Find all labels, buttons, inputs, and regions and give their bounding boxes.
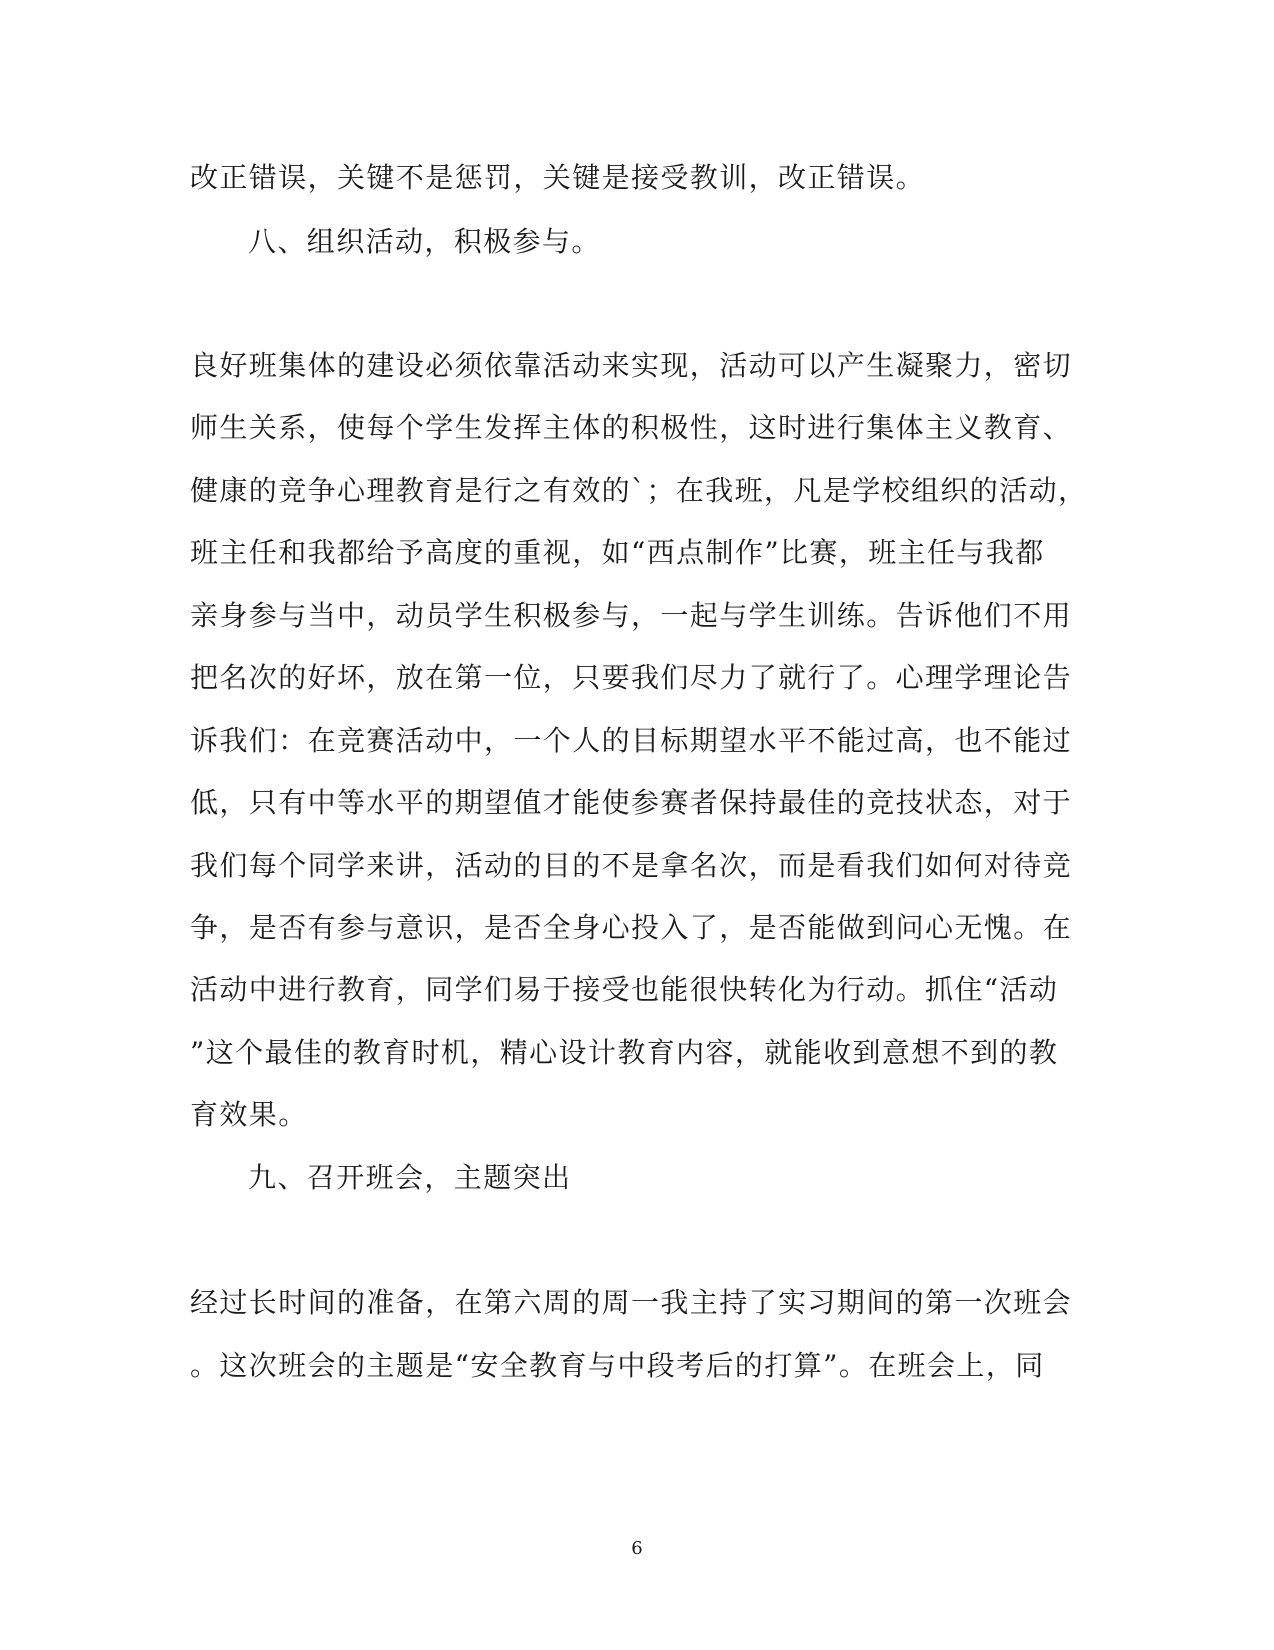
section-heading-8: 八、组织活动，积极参与。 <box>248 225 601 258</box>
section-heading-9: 九、召开班会，主题突出 <box>248 1161 572 1194</box>
text-line: 经过长时间的准备，在第六周的周一我主持了实习期间的第一次班会 <box>190 1286 1073 1319</box>
text-line: 师生关系，使每个学生发挥主体的积极性，这时进行集体主义教育、 <box>190 411 1073 444</box>
text-line: 诉我们：在竞赛活动中，一个人的目标期望水平不能过高，也不能过 <box>190 724 1073 757</box>
text-line: 把名次的好坏，放在第一位，只要我们尽力了就行了。心理学理论告 <box>190 661 1073 694</box>
text-line: 争，是否有参与意识，是否全身心投入了，是否能做到问心无愧。在 <box>190 911 1073 944</box>
text-line: ”这个最佳的教育时机，精心设计教育内容，就能收到意想不到的教 <box>190 1036 1059 1069</box>
text-line: 班主任和我都给予高度的重视，如“西点制作”比赛，班主任与我都 <box>190 536 1045 569</box>
text-line: 亲身参与当中，动员学生积极参与，一起与学生训练。告诉他们不用 <box>190 599 1073 632</box>
page-number: 6 <box>631 1538 643 1559</box>
text-line: 良好班集体的建设必须依靠活动来实现，活动可以产生凝聚力，密切 <box>190 349 1073 382</box>
text-line: 改正错误，关键不是惩罚，关键是接受教训，改正错误。 <box>190 161 926 194</box>
text-line: 我们每个同学来讲，活动的目的不是拿名次，而是看我们如何对待竞 <box>190 849 1073 882</box>
text-line: 低，只有中等水平的期望值才能使参赛者保持最佳的竞技状态，对于 <box>190 786 1073 819</box>
text-line: 健康的竞争心理教育是行之有效的`；在我班，凡是学校组织的活动， <box>190 474 1088 507</box>
text-line: 。这次班会的主题是“安全教育与中段考后的打算”。在班会上，同 <box>190 1349 1045 1382</box>
text-line: 活动中进行教育，同学们易于接受也能很快转化为行动。抓住“活动 <box>190 973 1059 1006</box>
text-line: 育效果。 <box>190 1098 308 1131</box>
